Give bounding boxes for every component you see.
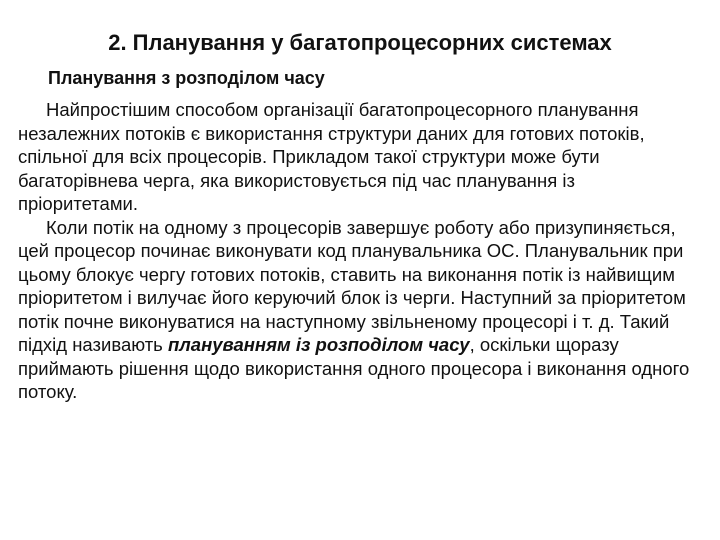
paragraph-2-text-start: Коли потік на одному з процесорів завершує роботу або призупиняється, цей процесор починає виконувати код планувальника ОС. Планувальник при цьому блокує чергу готових потоків, ставить на виконання потік із найвищим пріоритетом і вилучає його керуючий блок із черги. Наступний за пріоритетом потік почне виконуватися на наступному звільненому процесорі і т. д. Такий підхід називають <box>18 216 686 355</box>
paragraph-2-text-end: , оскільки щоразу приймають рішення щодо використання одного процесора і виконання одного потоку. <box>18 334 690 402</box>
slide-body <box>18 98 698 404</box>
paragraph-2 <box>18 216 698 404</box>
slide-title: 2. Планування у багатопроцесорних системах <box>108 30 612 55</box>
paragraph-1: Найпростішим способом організації багатопроцесорного планування незалежних потоків є використання структури даних для готових потоків, спільної для всіх процесорів. Прикладом такої структури може бути багаторівнева черга, яка використовується під час планування із пріоритетами. <box>18 99 645 214</box>
section-subtitle: Планування з розподілом часу <box>48 68 325 88</box>
emphasized-term: плануванням із розподілом часу <box>167 334 470 355</box>
